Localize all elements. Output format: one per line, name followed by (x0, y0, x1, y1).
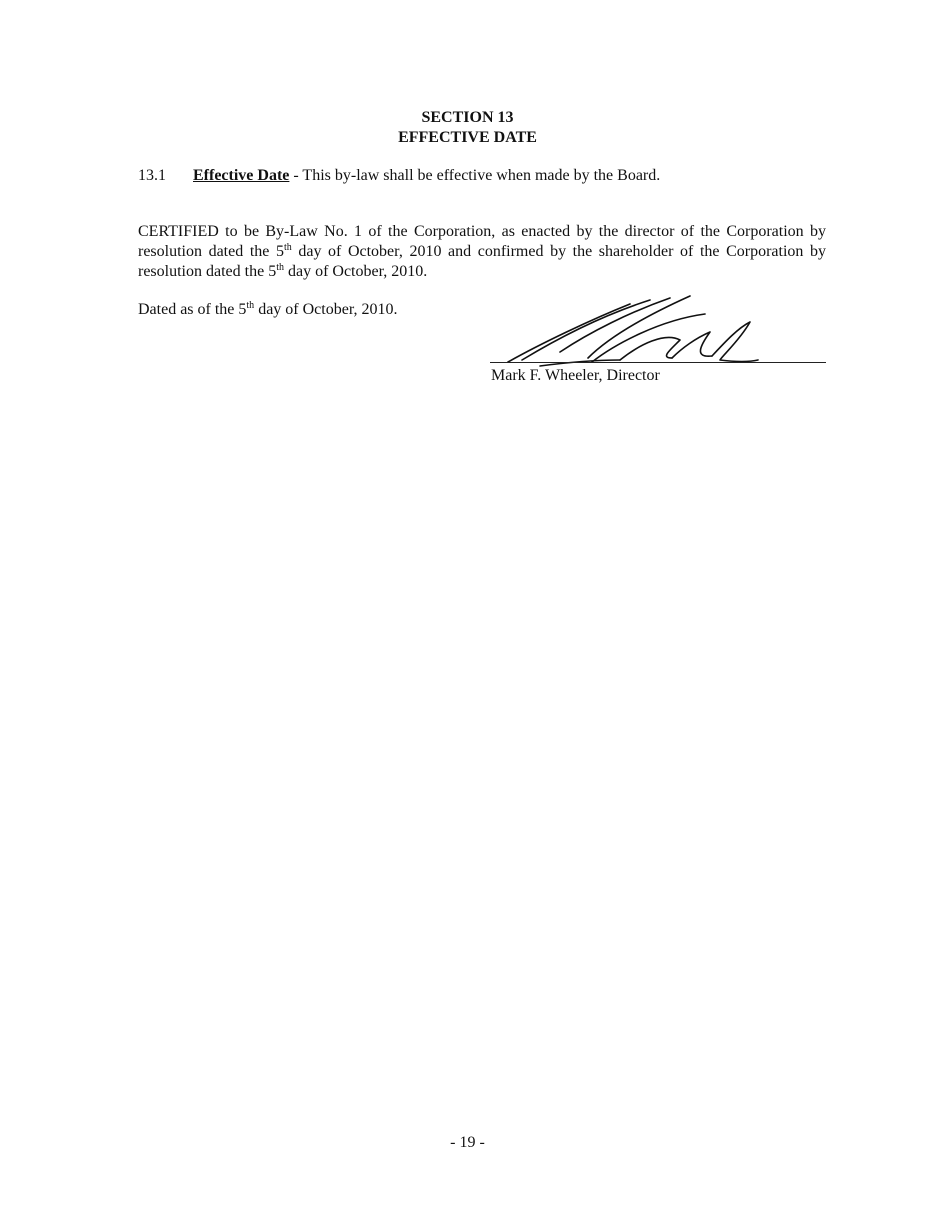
certification-line-2 (138, 242, 826, 262)
clause-13-1 (138, 166, 660, 186)
ordinal-suffix: th (246, 300, 255, 311)
signatory-name: Mark F. Wheeler, Director (491, 367, 660, 384)
clause-text: - This by-law shall be effective when made by the Board. (289, 167, 661, 184)
clause-title: Effective Date (193, 167, 290, 184)
dated-text: Dated as of the 5 (138, 301, 247, 318)
page-number: - 19 - (450, 1134, 485, 1151)
certification-line-2-text: resolution dated the 5 (138, 243, 284, 260)
certification-line-1: CERTIFIED to be By-Law No. 1 of the Corporation, as enacted by the director of the Corporation by (138, 223, 826, 240)
signature-line (490, 362, 826, 363)
section-title: EFFECTIVE DATE (398, 129, 537, 146)
certification-line-3-text: resolution dated the 5 (138, 263, 277, 280)
clause-number: 13.1 (138, 167, 166, 184)
certification-line-3-rest: day of October, 2010. (283, 263, 428, 280)
section-number: SECTION 13 (421, 109, 514, 126)
certification-line-2-rest: day of October, 2010 and confirmed by the shareholder of the Corporation by (291, 243, 827, 260)
certification-line-3 (138, 262, 826, 282)
dated-text-rest: day of October, 2010. (254, 301, 398, 318)
ordinal-suffix: th (283, 242, 292, 253)
ordinal-suffix: th (276, 262, 284, 273)
certification-paragraph (138, 222, 826, 282)
